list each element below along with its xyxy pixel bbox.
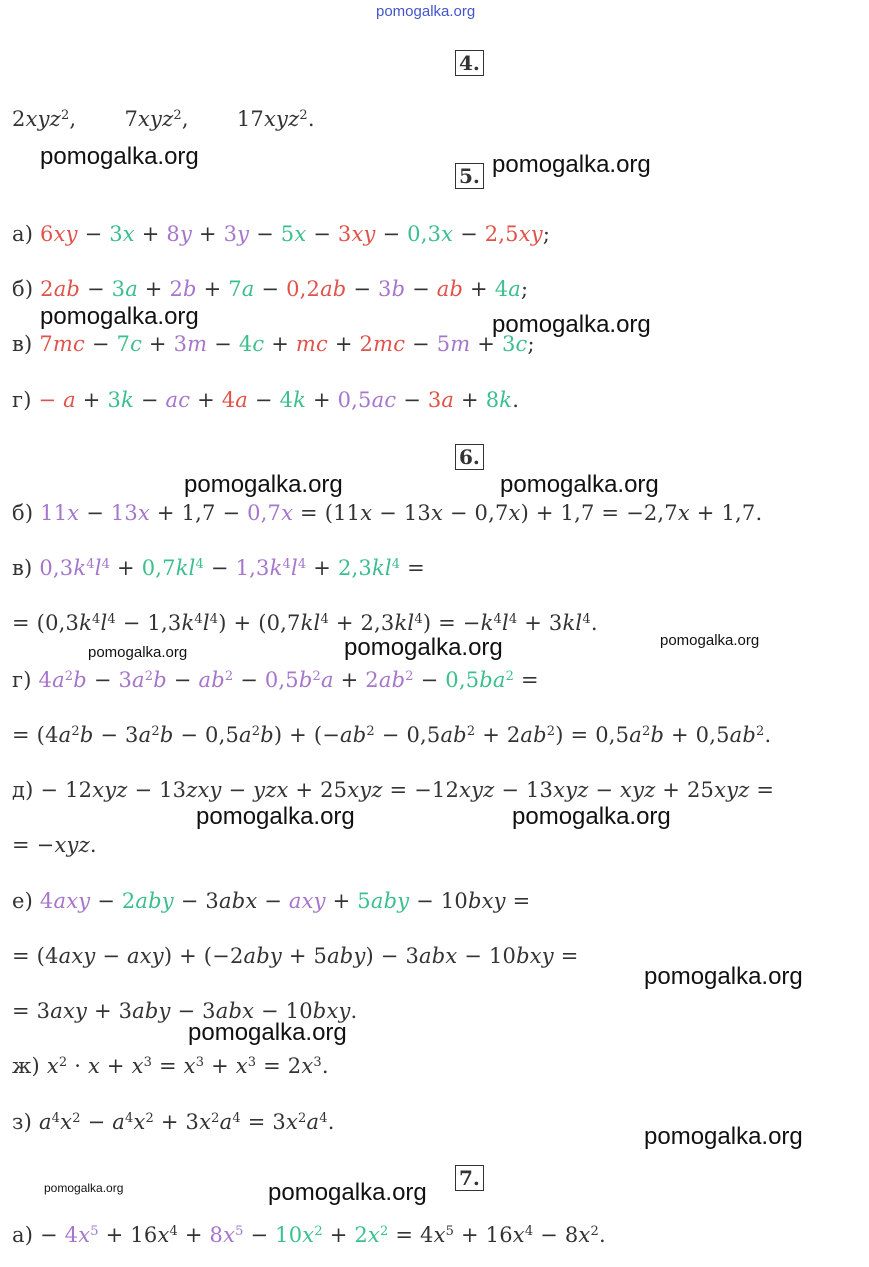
task6-e1: е) 4axy − 2aby − 3abx − axy + 5aby − 10bxy = bbox=[12, 889, 531, 913]
watermark[interactable]: pomogalka.org bbox=[644, 1123, 803, 1150]
task6-d2: = −xyz. bbox=[12, 833, 97, 857]
watermark[interactable]: pomogalka.org bbox=[492, 151, 651, 178]
task-number-6: 6. bbox=[455, 444, 484, 470]
task5-b: б) 2ab − 3a + 2b + 7a − 0,2ab − 3b − ab + 4a; bbox=[12, 277, 529, 301]
watermark[interactable]: pomogalka.org bbox=[184, 471, 343, 498]
watermark[interactable]: pomogalka.org bbox=[500, 471, 659, 498]
watermark[interactable]: pomogalka.org bbox=[40, 303, 199, 330]
task6-d1: д) − 12xyz − 13zxy − yzx + 25xyz = −12xyz − 13xyz − xyz + 25xyz = bbox=[12, 778, 775, 802]
task6-v2: = $(0,3k^4l^4 - 1,3k^4l^4) + (0,7kl^4 + 2,3kl^4) = -k^4l^4 + 3kl^4$. bbox=[12, 611, 598, 635]
watermark[interactable]: pomogalka.org bbox=[644, 963, 803, 990]
watermark-top[interactable]: pomogalka.org bbox=[376, 3, 476, 20]
watermark[interactable]: pomogalka.org bbox=[40, 143, 199, 170]
task-number-7: 7. bbox=[455, 1165, 484, 1191]
task-number-4: 4. bbox=[455, 50, 484, 76]
task5-a: а) 6xy − 3x + 8y + 3y − 5x − 3xy − 0,3x − 2,5xy; bbox=[12, 222, 551, 246]
watermark[interactable]: pomogalka.org bbox=[88, 644, 188, 661]
watermark[interactable]: pomogalka.org bbox=[196, 803, 355, 830]
task6-v1: в) $0,3k^4l^4 + 0,7kl^4 - 1,3k^4l^4 + 2,3kl^4$ = bbox=[12, 556, 425, 580]
task6-e3: = 3axy + 3aby − 3abx − 10bxy. bbox=[12, 999, 358, 1023]
task6-g2: = $(4a^2b - 3a^2b - 0,5a^2b) + (-ab^2 - 0,5ab^2 + 2ab^2) = 0,5a^2b + 0,5ab^2$. bbox=[12, 723, 772, 747]
watermark[interactable]: pomogalka.org bbox=[188, 1019, 347, 1046]
task6-b: б) 11x − 13x + 1,7 − 0,7x = (11x − 13x − 0,7x) + 1,7 = −2,7x + 1,7. bbox=[12, 501, 763, 525]
watermark[interactable]: pomogalka.org bbox=[660, 632, 760, 649]
task6-g1: г) $4a^2b - 3a^2b - ab^2 - 0,5b^2a + 2ab^2 - 0,5ba^2$ = bbox=[12, 668, 539, 692]
watermark[interactable]: pomogalka.org bbox=[344, 634, 503, 661]
watermark[interactable]: pomogalka.org bbox=[44, 1181, 124, 1195]
task5-g: г) − a + 3k − ac + 4a − 4k + 0,5ac − 3a + 8k. bbox=[12, 388, 520, 412]
task6-e2: = (4axy − axy) + (−2aby + 5aby) − 3abx − 10bxy = bbox=[12, 944, 579, 968]
watermark[interactable]: pomogalka.org bbox=[492, 311, 651, 338]
task4-line: 2xyz$^2$, 7xyz$^2$, 17xyz$^2$. bbox=[12, 107, 315, 131]
task6-z: з) $a^4x^2 - a^4x^2 + 3x^2a^4 = 3x^2a^4$. bbox=[12, 1110, 335, 1134]
watermark[interactable]: pomogalka.org bbox=[512, 803, 671, 830]
task7-a: $а) - 4x^5 + 16x^4 + 8x^5 - 10x^2 + 2x^2 = 4x^5 + 16x^4 - 8x^2$. bbox=[12, 1223, 606, 1247]
task6-zh: ж) $x^2 \cdot x + x^3 = x^3 + x^3 = 2x^3$. bbox=[12, 1054, 329, 1078]
task5-v: в) 7mc − 7c + 3m − 4c + mc + 2mc − 5m + 3c; bbox=[12, 332, 535, 356]
watermark[interactable]: pomogalka.org bbox=[268, 1179, 427, 1206]
task-number-5: 5. bbox=[455, 163, 484, 189]
